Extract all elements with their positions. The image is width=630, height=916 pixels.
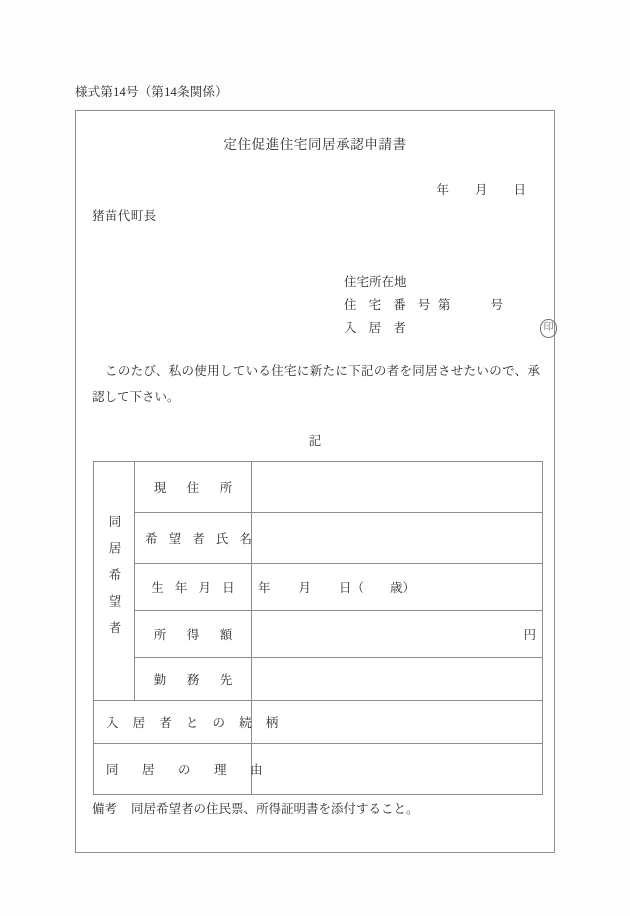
row-label-income: 所 得 額 bbox=[135, 611, 252, 658]
table-row bbox=[94, 513, 543, 564]
house-number-prefix: 第 bbox=[438, 298, 451, 312]
remarks-note bbox=[92, 799, 419, 817]
row-label-applicant-name: 希 望 者 氏 名 bbox=[135, 513, 252, 564]
row-value-relationship[interactable] bbox=[252, 701, 543, 744]
dob-day-label: 日（ bbox=[339, 581, 365, 595]
resident-row bbox=[344, 317, 554, 340]
table-row bbox=[94, 611, 543, 658]
vertical-group-label: 同居希望者 bbox=[94, 462, 135, 701]
resident-label: 入 居 者 bbox=[344, 321, 411, 335]
dob-month-label: 月 bbox=[298, 581, 312, 595]
date-year-label: 年 bbox=[436, 183, 449, 197]
row-value-birthdate[interactable] bbox=[252, 564, 543, 611]
body-paragraph: このたび、私の使用している住宅に新たに下記の者を同居させたいので、承認して下さい。 bbox=[92, 364, 540, 404]
table-row bbox=[94, 744, 543, 795]
row-label-birthdate: 生 年 月 日 bbox=[135, 564, 252, 611]
row-label-workplace: 勤 務 先 bbox=[135, 658, 252, 701]
remarks-text: 同居希望者の住民票、所得証明書を添付すること。 bbox=[131, 802, 419, 816]
row-label-current-address: 現 住 所 bbox=[135, 462, 252, 513]
applicant-block bbox=[344, 271, 554, 340]
row-label-relationship: 入 居 者 と の 続 柄 bbox=[94, 701, 252, 744]
date-line bbox=[436, 180, 526, 198]
recipient-line: 猪苗代町長 bbox=[92, 209, 157, 223]
dob-age-suffix: 歳） bbox=[390, 581, 416, 595]
row-value-workplace[interactable] bbox=[252, 658, 543, 701]
row-value-applicant-name[interactable] bbox=[252, 513, 543, 564]
page-title: 定住促進住宅同居承認申請書 bbox=[223, 137, 407, 152]
seal-stamp-icon: 印 bbox=[540, 319, 557, 338]
form-frame bbox=[75, 110, 555, 853]
date-month-label: 月 bbox=[474, 183, 488, 197]
row-value-current-address[interactable] bbox=[252, 462, 543, 513]
table-row bbox=[94, 701, 543, 744]
house-number-label: 住 宅 番 号 bbox=[344, 298, 435, 312]
form-number: 様式第14号（第14条関係） bbox=[75, 85, 228, 99]
applicant-details-table bbox=[93, 461, 543, 795]
table-row bbox=[94, 564, 543, 611]
row-value-reason[interactable] bbox=[252, 744, 543, 795]
row-label-reason: 同 居 の 理 由 bbox=[94, 744, 252, 795]
house-number-suffix: 号 bbox=[490, 298, 504, 312]
housing-location-label: 住宅所在地 bbox=[344, 275, 407, 289]
row-value-income[interactable] bbox=[252, 611, 543, 658]
remarks-label: 備考 bbox=[92, 802, 118, 816]
house-number-row bbox=[344, 294, 503, 317]
income-unit-label: 円 bbox=[523, 628, 536, 642]
ki-marker: 記 bbox=[308, 434, 322, 448]
housing-location-row bbox=[344, 271, 503, 294]
table-row bbox=[94, 658, 543, 701]
date-day-label: 日 bbox=[513, 183, 526, 197]
table-row bbox=[94, 462, 543, 513]
dob-year-label: 年 bbox=[258, 581, 271, 595]
